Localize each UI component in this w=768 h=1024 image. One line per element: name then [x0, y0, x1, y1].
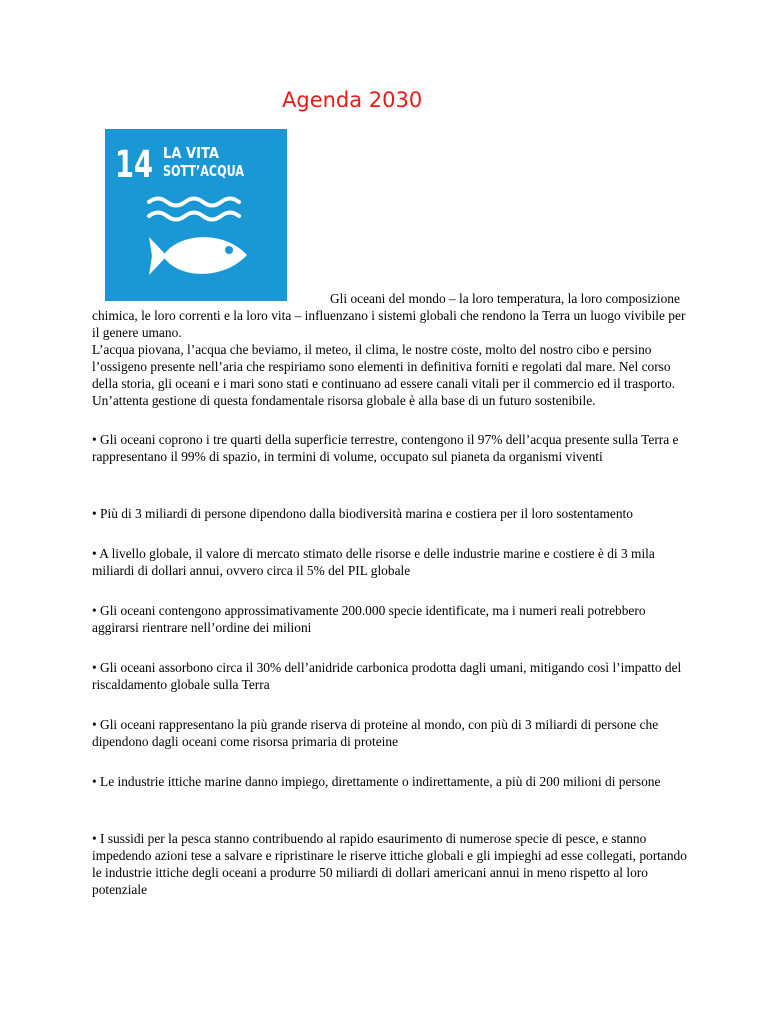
intro-paragraph-1: Gli oceani del mondo – la loro temperatura, la loro composizione chimica, le loro correnti e la loro vita – influenzano i sistemi globali che rendono la Terra un luogo vivibile per il genere umano. [92, 291, 686, 340]
fish-icon [149, 237, 247, 275]
list-item: • A livello globale, il valore di mercato stimato delle risorse e delle industrie marine e costiere è di 3 mila miliardi di dollari annui, ovvero circa il 5% del PIL globale [92, 546, 655, 578]
list-item: • Gli oceani rappresentano la più grande riserva di proteine al mondo, con più di 3 miliardi di persone che dipendono dagli oceani come risorsa primaria di proteine [92, 717, 659, 749]
sdg-label-line2: SOTT’ACQUA [163, 162, 245, 180]
page-title: Agenda 2030 [282, 88, 423, 112]
list-item: • Gli oceani assorbono circa il 30% dell’anidride carbonica prodotta dagli umani, mitigando così l’impatto del riscaldamento globale sulla Terra [92, 660, 682, 692]
list-item: • Le industrie ittiche marine danno impiego, direttamente o indirettamente, a più di 200 milioni di persone [92, 774, 661, 789]
intro-text [92, 290, 692, 409]
sdg-14-logo [105, 129, 287, 301]
list-item: • I sussidi per la pesca stanno contribuendo al rapido esaurimento di numerose specie di pesce, e stanno impedendo azioni tese a salvare e ripristinare le riserve ittiche globali e gli impieghi ad esse collegati, portando le industrie ittiche degli oceani a produrre 50 miliardi di dollari americani annui in meno rispetto al loro potenziale [92, 831, 687, 897]
list-item: • Gli oceani coprono i tre quarti della superficie terrestre, contengono il 97% dell’acqua presente sulla Terra e rappresentano il 99% di spazio, in termini di volume, occupato sul pianeta da organismi viventi [92, 432, 679, 464]
intro-paragraph-3: Un’attenta gestione di questa fondamentale risorsa globale è alla base di un futuro sostenibile. [92, 393, 596, 408]
sdg-label-line1: LA VITA [163, 144, 220, 162]
waves-icon [149, 199, 239, 220]
intro-paragraph-2: L’acqua piovana, l’acqua che beviamo, il meteo, il clima, le nostre coste, molto del nostro cibo e persino l’ossigeno presente nell’aria che respiriamo sono elementi in definitiva forniti e regolati dal mare. Nel corso della storia, gli oceani e i mari sono stati e continuano ad essere canali vitali per il commercio ed il trasporto. [92, 342, 676, 391]
list-item: • Gli oceani contengono approssimativamente 200.000 specie identificate, ma i numeri reali potrebbero aggirarsi rientrare nell’ordine dei milioni [92, 603, 646, 635]
sdg-number: 14 [115, 143, 153, 186]
list-item: • Più di 3 miliardi di persone dipendono dalla biodiversità marina e costiera per il loro sostentamento [92, 506, 633, 521]
